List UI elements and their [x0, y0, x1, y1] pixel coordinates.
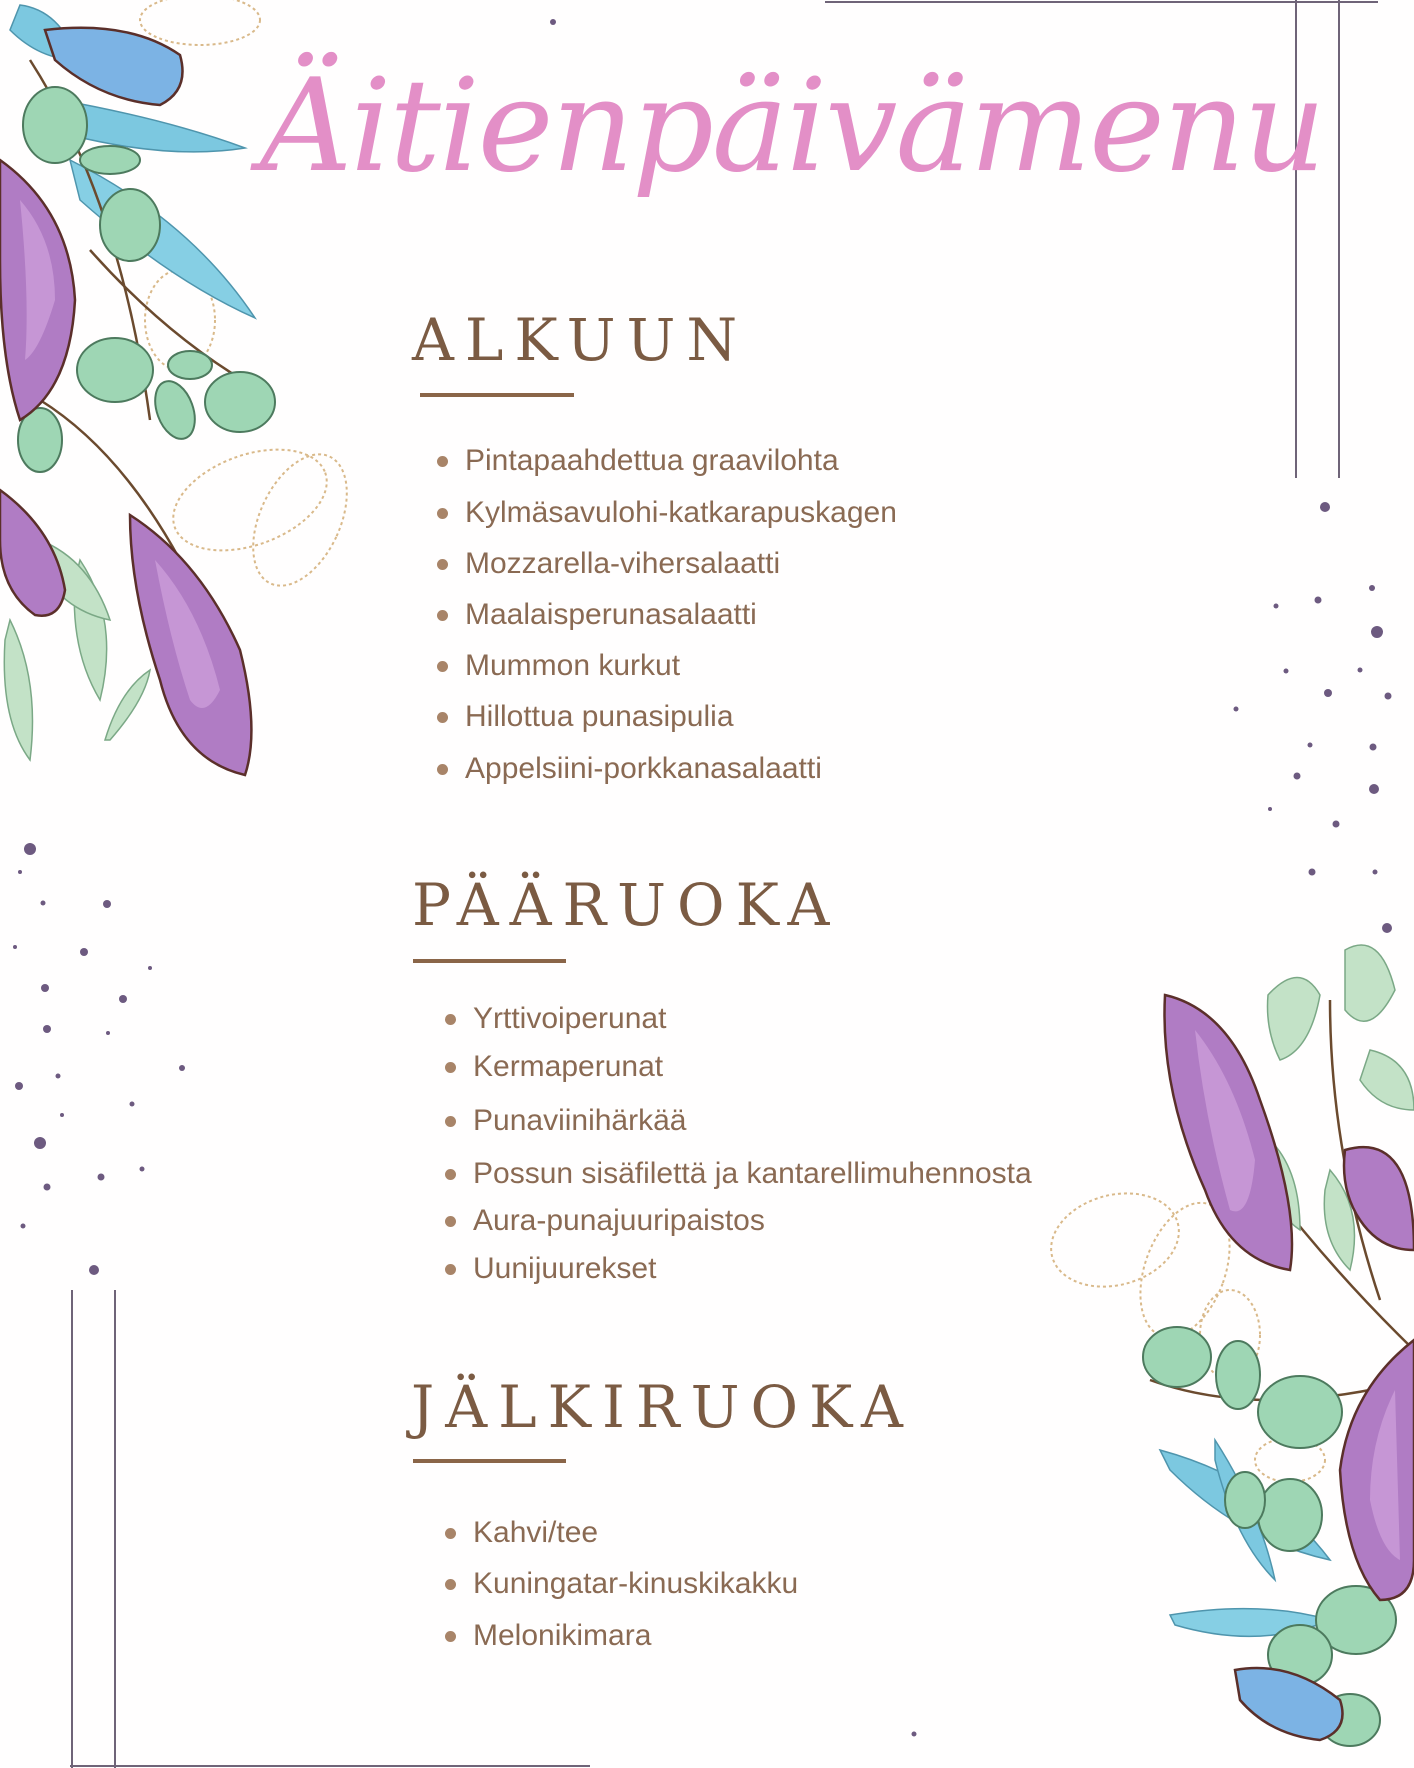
bullet-icon [445, 1116, 456, 1127]
bullet-icon [445, 1631, 456, 1642]
bullet-icon [445, 1062, 456, 1073]
menu-item: Appelsiini-porkkanasalaatti [465, 754, 822, 784]
menu-item: Possun sisäfilettä ja kantarellimuhennosta [473, 1159, 1032, 1189]
bullet-icon [445, 1014, 456, 1025]
menu-item: Mummon kurkut [465, 651, 680, 681]
menu-item: Kuningatar-kinuskikakku [473, 1569, 798, 1599]
menu-item: Aura-punajuuripaistos [473, 1206, 765, 1236]
section-heading-jalkiruoka: JÄLKIRUOKA [411, 1373, 914, 1441]
bullet-icon [445, 1528, 456, 1539]
dots-left [13, 843, 185, 1275]
floral-bouquet-icon [1041, 945, 1414, 1746]
section-heading-paaruoka: PÄÄRUOKA [412, 871, 841, 939]
menu-title: Äitienpäivämenu [260, 52, 1324, 201]
menu-item: Yrttivoiperunat [473, 1004, 666, 1034]
bullet-icon [437, 661, 448, 672]
section-divider [413, 1459, 566, 1463]
menu-item: Kylmäsavulohi-katkarapuskagen [465, 498, 897, 528]
section-divider [413, 959, 566, 963]
menu-item: Pintapaahdettua graavilohta [465, 446, 839, 476]
bullet-icon [445, 1216, 456, 1227]
menu-item: Uunijuurekset [473, 1254, 656, 1284]
bullet-icon [445, 1169, 456, 1180]
menu-item: Hillottua punasipulia [465, 702, 734, 732]
menu-item: Kermaperunat [473, 1052, 663, 1082]
bullet-icon [437, 610, 448, 621]
bullet-icon [437, 559, 448, 570]
section-divider [420, 393, 574, 397]
bullet-icon [445, 1264, 456, 1275]
menu-item: Mozzarella-vihersalaatti [465, 549, 780, 579]
bullet-icon [445, 1579, 456, 1590]
bullet-icon [437, 712, 448, 723]
bullet-icon [437, 508, 448, 519]
bullet-icon [437, 764, 448, 775]
menu-item: Maalaisperunasalaatti [465, 600, 757, 630]
bullet-icon [437, 456, 448, 467]
menu-item: Melonikimara [473, 1621, 651, 1651]
section-heading-alkuun: ALKUUN [412, 306, 749, 374]
menu-item: Punaviinihärkää [473, 1106, 686, 1136]
menu-item: Kahvi/tee [473, 1518, 598, 1548]
